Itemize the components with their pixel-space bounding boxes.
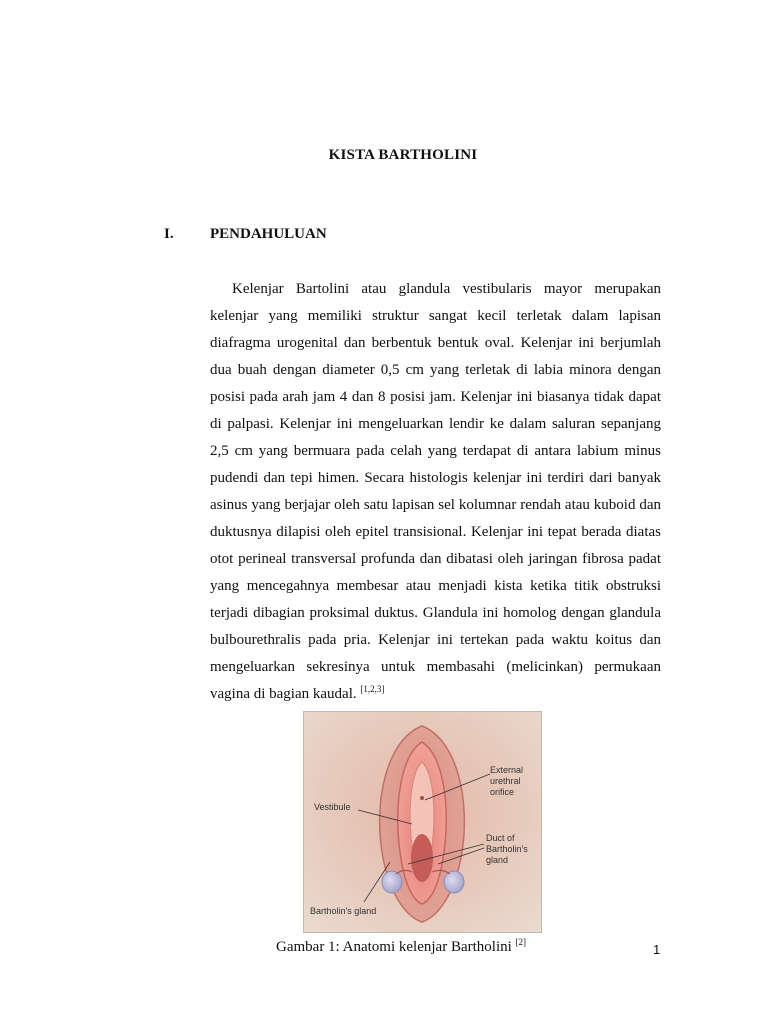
label-external-2: urethral (490, 776, 521, 786)
label-external-3: orifice (490, 787, 515, 797)
anatomy-figure (303, 711, 542, 933)
paragraph-citation: [1,2,3] (360, 684, 385, 694)
body-paragraph (210, 276, 661, 708)
label-vestibule: Vestibule (314, 802, 351, 812)
document-title: KISTA BARTHOLINI (328, 147, 478, 163)
label-duct-1: Duct of (486, 833, 515, 843)
figure-caption (276, 939, 526, 956)
urethral-orifice (420, 796, 424, 800)
label-gland: Bartholin's gland (310, 906, 377, 916)
label-external-1: External (490, 765, 524, 775)
paragraph-text: Kelenjar Bartolini atau glandula vestibularis mayor merupakan kelenjar yang memiliki struktur sangat kecil terletak dalam lapisan diafragma urogenital dan berbentuk bentuk oval. Kelenjar ini berjumlah dua buah dengan diameter 0,5 cm yang terletak di labia minora dengan posisi pada arah jam 4 dan 8 posisi jam. Kelenjar ini biasanya tidak dapat di palpasi. Kelenjar ini mengeluarkan lendir ke dalam saluran sepanjang 2,5 cm yang bermuara pada celah yang terdapat di antara labium minus pudendi dan tepi himen. Secara histologis kelenjar ini terdiri dari banyak asinus yang berjajar oleh satu lapisan sel kolumnar rendah atau kuboid dan duktusnya dilapisi oleh epitel transisional. Kelenjar ini tepat berada diatas otot perineal transversal profunda dan dibatasi oleh jaringan fibrosa padat yang mencegahnya membesar atau menjadi kista ketika titik obstruksi terjadi dibagian proksimal duktus. Glandula ini homolog dengan glandula bulbourethralis pada pria. Kelenjar ini tertekan pada waktu koitus dan mengeluarkan sekresinya untuk membasahi (melicinkan) permukaan vagina di bagian kaudal. (210, 281, 661, 702)
caption-citation: [2] (515, 937, 527, 947)
left-bartholin-gland (382, 871, 402, 893)
label-duct-3: gland (486, 855, 509, 865)
label-duct-2: Bartholin's (486, 844, 528, 854)
section-number: I. (164, 226, 174, 242)
right-bartholin-gland (444, 871, 464, 893)
caption-text: Gambar 1: Anatomi kelenjar Bartholini (276, 939, 512, 955)
page-number: 1 (653, 942, 661, 957)
anatomy-illustration (304, 712, 541, 932)
section-title: PENDAHULUAN (210, 226, 327, 242)
